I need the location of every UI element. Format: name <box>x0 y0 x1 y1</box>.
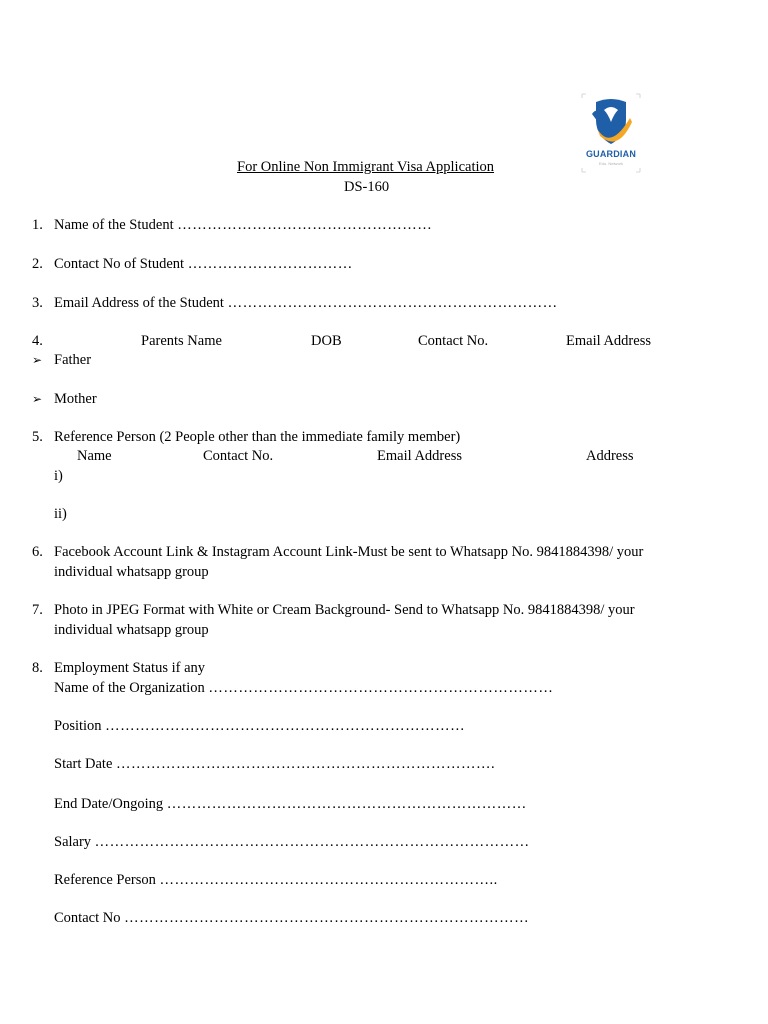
logo-tagline: Edu. Network <box>598 161 623 166</box>
item-number-2: 2. <box>32 256 43 272</box>
field-blank: ………………………………………………………….. <box>159 872 498 888</box>
social-links-line-2: individual whatsapp group <box>54 564 209 580</box>
item-number-1: 1. <box>32 217 43 233</box>
item-number-3: 3. <box>32 295 43 311</box>
student-name-blank: …………………………………………… <box>177 217 433 233</box>
position-field <box>54 717 465 735</box>
logo-wordmark: GUARDIAN <box>585 149 637 159</box>
student-contact-field <box>54 255 353 273</box>
guardian-logo <box>578 90 644 176</box>
student-email-label: Email Address of the Student <box>54 295 224 311</box>
employment-status-label: Employment Status if any <box>54 660 206 676</box>
student-name-label: Name of the Student <box>54 217 174 233</box>
reference-person-field <box>54 871 498 889</box>
salary-field <box>54 833 530 851</box>
arrow-bullet-icon: ➢ <box>32 392 43 406</box>
field-label: Salary <box>54 834 92 850</box>
item-number-6: 6. <box>32 544 43 560</box>
field-label: Reference Person <box>54 872 156 888</box>
reference-row-1: i) <box>54 468 63 484</box>
field-label: Name of the Organization <box>54 680 205 696</box>
field-blank: …………………………………………………………………………… <box>94 834 530 850</box>
start-date-field <box>54 755 495 773</box>
social-links-line-1: Facebook Account Link & Instagram Account Link-Must be sent to Whatsapp No. 9841884398/ your <box>54 544 644 560</box>
photo-instruction-line-1: Photo in JPEG Format with White or Cream Background- Send to Whatsapp No. 9841884398/ your <box>54 602 635 618</box>
student-contact-label: Contact No of Student <box>54 256 185 272</box>
student-email-field <box>54 294 558 312</box>
reference-name-header: Name <box>77 448 112 464</box>
parents-name-header: Parents Name <box>141 333 222 349</box>
parents-dob-header: DOB <box>311 333 342 349</box>
arrow-bullet-icon: ➢ <box>32 353 43 367</box>
field-label: Contact No <box>54 910 121 926</box>
item-number-7: 7. <box>32 602 43 618</box>
item-number-8: 8. <box>32 660 43 676</box>
reference-address-header: Address <box>586 448 634 464</box>
contact-no-field <box>54 909 529 927</box>
field-blank: …………………………………………………………………. <box>116 756 496 772</box>
organization-name-field <box>54 679 553 697</box>
reference-contact-header: Contact No. <box>203 448 274 464</box>
photo-instruction-line-2: individual whatsapp group <box>54 622 209 638</box>
field-label: End Date/Ongoing <box>54 796 164 812</box>
field-label: Start Date <box>54 756 113 772</box>
item-number-5: 5. <box>32 429 43 445</box>
reference-email-header: Email Address <box>377 448 462 464</box>
field-blank: …………………………………………………………… <box>208 680 554 696</box>
student-email-blank: ………………………………………………………… <box>227 295 558 311</box>
reference-person-label: Reference Person (2 People other than the immediate family member) <box>54 429 461 445</box>
field-blank: ……………………………………………………………… <box>105 718 466 734</box>
reference-row-2: ii) <box>54 506 67 522</box>
parents-contact-header: Contact No. <box>418 333 489 349</box>
page-title: For Online Non Immigrant Visa Application <box>237 159 495 175</box>
item-number-4: 4. <box>32 333 43 349</box>
end-date-field <box>54 795 527 813</box>
field-blank: ……………………………………………………………………… <box>124 910 530 926</box>
field-label: Position <box>54 718 102 734</box>
student-contact-blank: …………………………… <box>187 256 353 272</box>
father-row-label: Father <box>54 352 92 368</box>
parents-email-header: Email Address <box>566 333 651 349</box>
student-name-field <box>54 216 432 234</box>
field-blank: ……………………………………………………………… <box>166 796 527 812</box>
mother-row-label: Mother <box>54 391 97 407</box>
page-subtitle: DS-160 <box>344 179 390 195</box>
